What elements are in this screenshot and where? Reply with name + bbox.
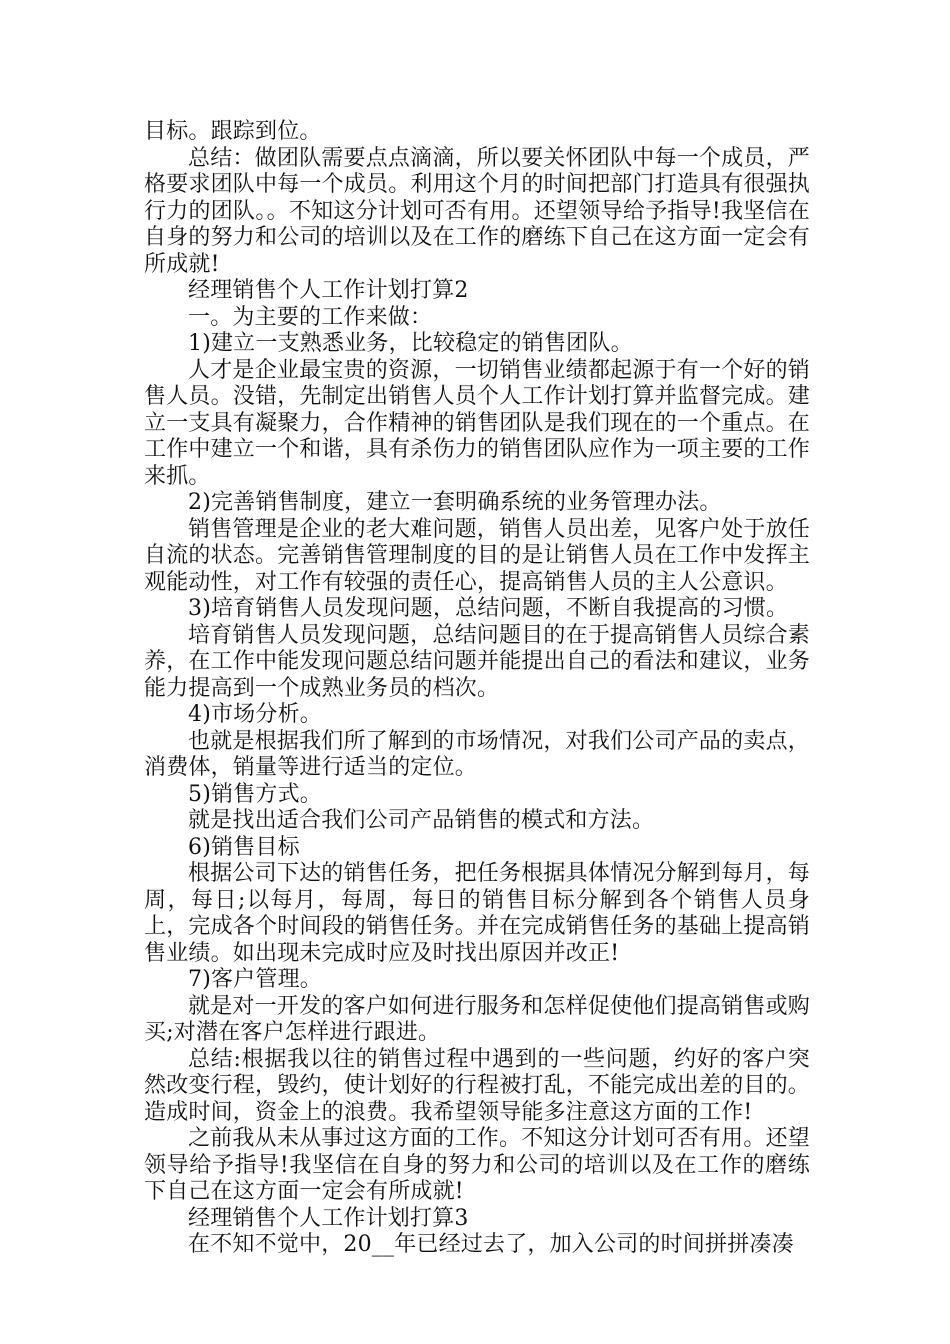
paragraph-20: 之前我从未从事过这方面的工作。不知这分计划可否有用。还望领导给予指导!我坚信在自身的努力和公司的培训以及在工作的磨练下自己在这方面一定会有所成就! xyxy=(144,1126,810,1204)
paragraph-18: 就是对一开发的客户如何进行服务和怎样促使他们提高销售或购买;对潜在客户怎样进行跟进。 xyxy=(144,993,810,1045)
paragraph-14: 就是找出适合我们公司产品销售的模式和方法。 xyxy=(188,808,655,833)
list-item-2: 2)完善销售制度，建立一套明确系统的业务管理办法。 xyxy=(188,490,722,515)
list-item-5: 5)销售方式。 xyxy=(188,781,322,807)
paragraph-19: 总结:根据我以往的销售过程中遇到的一些问题，约好的客户突然改变行程，毁约，使计划好的行程被打乱，不能完成出差的目的。造成时间，资金上的浪费。我希望领导能多注意这方面的工作! xyxy=(144,1046,811,1125)
section-heading-3: 经理销售个人工作计划打算3 xyxy=(188,1205,469,1231)
paragraph-4: 一。为主要的工作来做： xyxy=(188,304,433,330)
paragraph-22: 在不知不觉中，20__年已经过去了，加入公司的时间拼拼凑凑 xyxy=(188,1232,794,1257)
paragraph-6: 人才是企业最宝贵的资源，一切销售业绩都起源于有一个好的销售人员。没错，先制定出销售人员个人工作计划打算并监督完成。建立一支具有凝聚力，合作精神的销售团队是我们现在的一个重点。在工作中建立一个和谐，具有杀伤力的销售团队应作为一项主要的工作来抓。 xyxy=(144,357,811,489)
paragraph-2: 总结：做团队需要点点滴滴，所以要关怀团队中每一个成员，严格要求团队中每一个成员。利用这个月的时间把部门打造具有很强执行力的团队。。不知这分计划可否有用。还望领导给予指导!我坚信在自身的努力和公司的培训以及在工作的磨练下自己在这方面一定会有所成就! xyxy=(144,145,811,277)
paragraph-10: 培育销售人员发现问题，总结问题目的在于提高销售人员综合素养，在工作中能发现问题总结问题并能提出自己的看法和建议，业务能力提高到一个成熟业务员的档次。 xyxy=(144,622,811,701)
paragraph-1: 目标。跟踪到位。 xyxy=(144,119,322,144)
list-item-1: 1)建立一支熟悉业务，比较稳定的销售团队。 xyxy=(188,331,633,356)
list-item-7: 7)客户管理。 xyxy=(188,967,322,992)
paragraph-12: 也就是根据我们所了解到的市场情况，对我们公司产品的卖点，消费体，销量等进行适当的定位。 xyxy=(144,728,810,780)
document-body xyxy=(144,119,810,1259)
paragraph-8: 销售管理是企业的老大难问题，销售人员出差，见客户处于放任自流的状态。完善销售管理制度的目的是让销售人员在工作中发挥主观能动性，对工作有较强的责任心，提高销售人员的主人公意识。 xyxy=(144,516,811,595)
paragraph-16: 根据公司下达的销售任务，把任务根据具体情况分解到每月，每周，每日;以每月，每周，每日的销售目标分解到各个销售人员身上，完成各个时间段的销售任务。并在完成销售任务的基础上提高销售业绩。如出现未完成时应及时找出原因并改正! xyxy=(144,861,811,966)
section-heading-2: 经理销售个人工作计划打算2 xyxy=(188,278,469,303)
list-item-4: 4)市场分析。 xyxy=(188,702,322,727)
list-item-6: 6)销售目标 xyxy=(188,834,300,860)
list-item-3: 3)培育销售人员发现问题，总结问题，不断自我提高的习惯。 xyxy=(188,596,789,621)
